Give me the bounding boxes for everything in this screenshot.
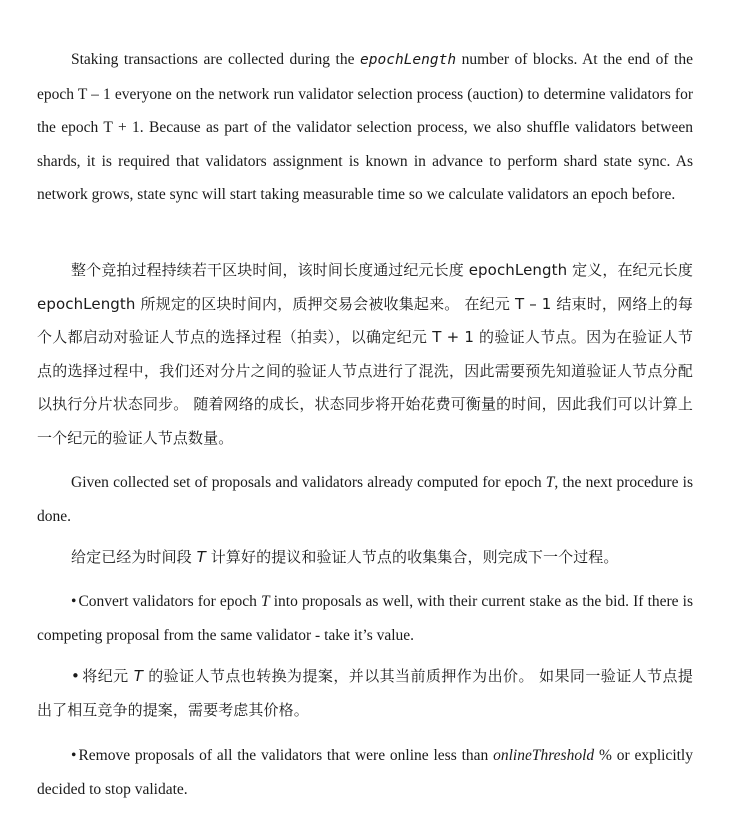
paragraph-text: 将纪元 xyxy=(81,667,134,685)
bullet-mark: • xyxy=(71,747,77,764)
paragraph-text: Convert validators for epoch xyxy=(78,593,262,610)
paragraph-procedure-intro-zh xyxy=(37,541,693,575)
epoch-length-term: epochLength xyxy=(360,52,457,68)
paragraph-text: Given collected set of proposals and validators already computed for epoch xyxy=(71,474,546,491)
bullet-convert-validators-zh xyxy=(37,660,693,727)
bullet-mark: • xyxy=(71,667,80,685)
bullet-remove-proposals xyxy=(37,739,693,806)
online-threshold-term: onlineThreshold xyxy=(493,747,595,764)
paragraph-text: Remove proposals of all the validators that were online less than xyxy=(78,747,494,764)
epoch-variable: T xyxy=(261,593,270,610)
paragraph-text: into proposals as well, with their current stake as the bid. If there is competing proposal from the same validator - take it’s value. xyxy=(37,593,693,644)
paragraph-text: number of blocks. At the end of the epoch T – 1 everyone on the network run validator selection process (auction) to determine validators for the epoch T + 1. Because as part of the validator selection process, we also shuffle validators between shards, it is required that validators assignment is known in advance to perform shard state sync. As network grows, state sync will start taking measurable time so we calculate validators an epoch before. xyxy=(37,51,693,204)
paragraph-text: % or explicitly decided to stop validate. xyxy=(37,747,693,798)
paragraph-text: Staking transactions are collected during the xyxy=(71,51,361,68)
epoch-variable: T xyxy=(545,474,555,491)
bullet-mark: • xyxy=(71,593,77,610)
bullet-convert-validators xyxy=(37,585,693,652)
paragraph-text: 的验证人节点也转换为提案，并以其当前质押作为出价。 如果同一验证人节点提出了相互竞争的提案，需要考虑其价格。 xyxy=(37,667,694,719)
paragraph-text: 整个竞拍过程持续若干区块时间，该时间长度通过纪元长度 epochLength 定义，在纪元长度 epochLength 所规定的区块时间内，质押交易会被收集起来。 在纪元 T – 1 结束时，网络上的每个人都启动对验证人节点的选择过程（拍卖），以确定纪元 T + 1 的验证人节点。因为在验证人节点的选择过程中，我们还对分片之间的验证人节点进行了混洗，因此需要预先知道验证人节点分配以执行分片状态同步。 随着网络的成长，状态同步将开始花费可衡量的时间，因此我们可以计算上一个纪元的验证人节点数量。 xyxy=(37,261,693,447)
epoch-variable: T xyxy=(196,548,206,566)
epoch-variable: T xyxy=(133,667,144,685)
paragraph-text: , the next procedure is done. xyxy=(37,474,693,525)
paragraph-text: 给定已经为时间段 xyxy=(71,548,197,566)
paragraph-staking-collection xyxy=(37,43,693,212)
paragraph-text: 计算好的提议和验证人节点的收集集合，则完成下一个过程。 xyxy=(205,548,619,566)
paragraph-staking-collection-zh xyxy=(37,254,693,456)
paragraph-procedure-intro xyxy=(37,466,693,533)
